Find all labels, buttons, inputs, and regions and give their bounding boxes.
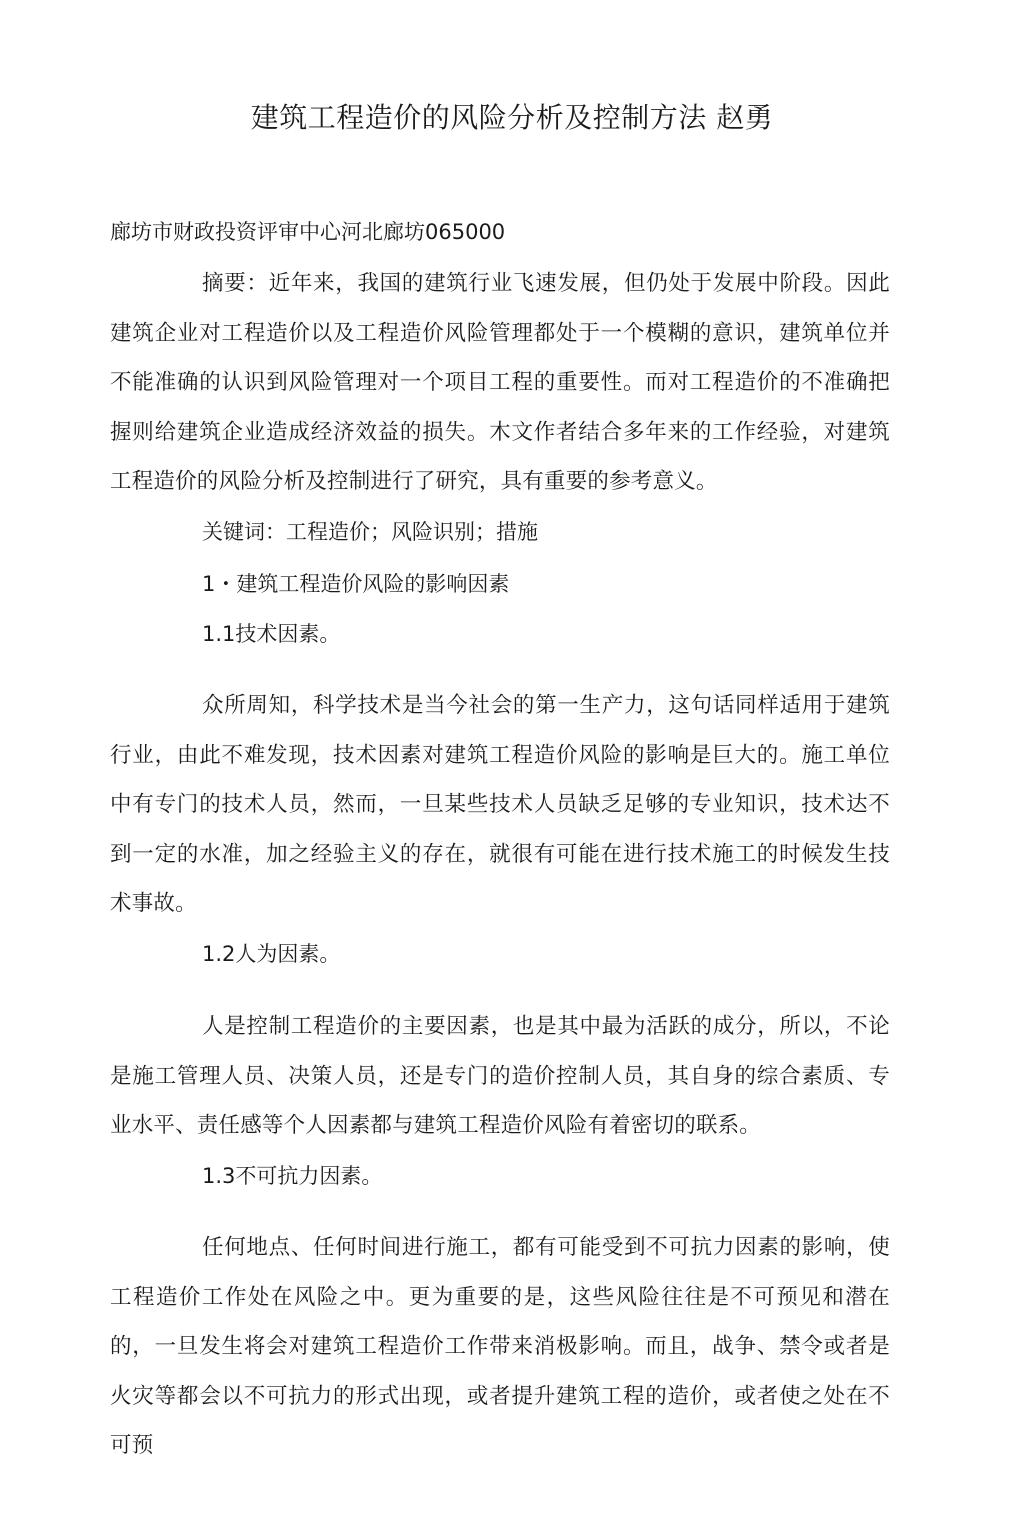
section-1-1-paragraph: 众所周知，科学技术是当今社会的第一生产力，这句话同样适用于建筑行业，由此不难发现，技术因素对建筑工程造价风险的影响是巨大的。施工单位中有专门的技术人员，然而，一旦某些技术人员缺乏足够的专业知识，技术达不到一定的水准，加之经验主义的存在，就很有可能在进行技术施工的时候发生技术事故。 xyxy=(110,693,890,916)
section-1-2-paragraph: 人是控制工程造价的主要因素，也是其中最为活跃的成分，所以，不论是施工管理人员、决策人员，还是专门的造价控制人员，其自身的综合素质、专业水平、责任感等个人因素都与建筑工程造价风险有着密切的联系。 xyxy=(110,1014,890,1138)
author-affiliation: 廊坊市财政投资评审中心河北廊坊065000 xyxy=(110,220,506,244)
abstract-paragraph: 摘要：近年来，我国的建筑行业飞速发展，但仍处于发展中阶段。因此建筑企业对工程造价以及工程造价风险管理都处于一个模糊的意识，建筑单位并不能准确的认识到风险管理对一个项目工程的重要性。而对工程造价的不准确把握则给建筑企业造成经济效益的损失。木文作者结合多年来的工作经验，对建筑工程造价的风险分析及控制进行了研究，具有重要的参考意义。 xyxy=(110,271,890,494)
section-1-2-heading: 1.2人为因素。 xyxy=(202,942,341,966)
section-1-1-heading: 1.1技术因素。 xyxy=(202,622,341,646)
document-title: 建筑工程造价的风险分析及控制方法 赵勇 xyxy=(250,101,774,134)
section-1-3-heading: 1.3不可抗力因素。 xyxy=(202,1164,383,1188)
keywords-line: 关键词：工程造价；风险识别；措施 xyxy=(202,520,538,544)
section-1-3-paragraph: 任何地点、任何时间进行施工，都有可能受到不可抗力因素的影响，使工程造价工作处在风险之中。更为重要的是，这些风险往往是不可预见和潜在的，一旦发生将会对建筑工程造价工作带来消极影响。而且，战争、禁令或者是火灾等都会以不可抗力的形式出现，或者提升建筑工程的造价，或者使之处在不可预 xyxy=(110,1235,890,1458)
section-1-heading: 1・建筑工程造价风险的影响因素 xyxy=(202,572,510,596)
